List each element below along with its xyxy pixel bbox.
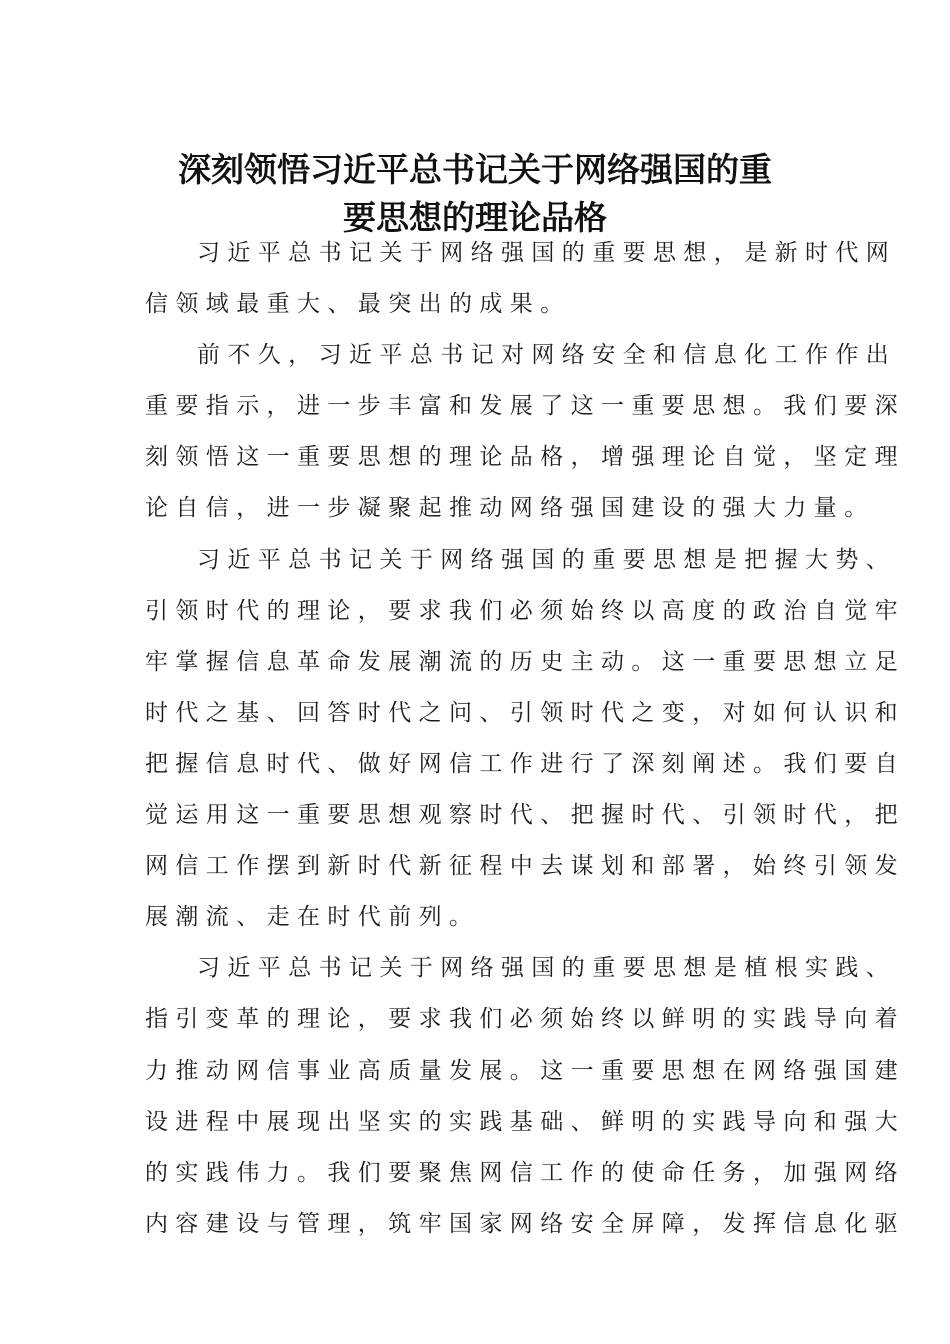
paragraph-line: 力推动网信事业高质量发展。这一重要思想在网络强国建 [145, 1057, 905, 1084]
paragraph-1 [145, 228, 897, 330]
paragraph-line: 习近平总书记关于网络强国的重要思想是把握大势、 [197, 546, 897, 573]
paragraph-line: 前不久，习近平总书记对网络安全和信息化工作作出 [197, 342, 897, 369]
paragraph-line: 时代之基、回答时代之问、引领时代之变，对如何认识和 [145, 699, 905, 726]
paragraph-line: 引领时代的理论，要求我们必须始终以高度的政治自觉牢 [145, 597, 905, 624]
paragraph-line: 习近平总书记关于网络强国的重要思想，是新时代网 [197, 240, 897, 266]
paragraph-line: 觉运用这一重要思想观察时代、把握时代、引领时代，把 [145, 802, 905, 829]
paragraph-line: 指引变革的理论，要求我们必须始终以鲜明的实践导向着 [145, 1006, 905, 1033]
title-line: 深刻领悟习近平总书记关于网络强国的重 [178, 150, 772, 190]
paragraph-line: 内容建设与管理，筑牢国家网络安全屏障，发挥信息化驱 [145, 1210, 905, 1237]
paragraph-line: 习近平总书记关于网络强国的重要思想是植根实践、 [197, 955, 897, 982]
paragraph-4 [145, 943, 905, 1250]
paragraph-line: 牢掌握信息革命发展潮流的历史主动。这一重要思想立足 [145, 648, 905, 675]
paragraph-line: 重要指示，进一步丰富和发展了这一重要思想。我们要深 [145, 393, 905, 420]
paragraph-line: 论自信，进一步凝聚起推动网络强国建设的强大力量。 [145, 495, 875, 522]
paragraph-line: 网信工作摆到新时代新征程中去谋划和部署，始终引领发 [145, 853, 905, 880]
title-line: 要思想的理论品格 [343, 198, 607, 238]
paragraph-line: 展潮流、走在时代前列。 [145, 904, 480, 931]
paragraph-2 [145, 330, 905, 534]
paragraph-3 [145, 535, 905, 944]
paragraph-line: 把握信息时代、做好网信工作进行了深刻阐述。我们要自 [145, 750, 905, 777]
paragraph-line: 的实践伟力。我们要聚焦网信工作的使命任务，加强网络 [145, 1159, 905, 1186]
paragraph-line: 刻领悟这一重要思想的理论品格，增强理论自觉，坚定理 [145, 444, 905, 471]
document-body [145, 228, 905, 1250]
paragraph-line: 信领域最重大、最突出的成果。 [145, 291, 571, 318]
paragraph-line: 设进程中展现出坚实的实践基础、鲜明的实践导向和强大 [145, 1108, 905, 1135]
